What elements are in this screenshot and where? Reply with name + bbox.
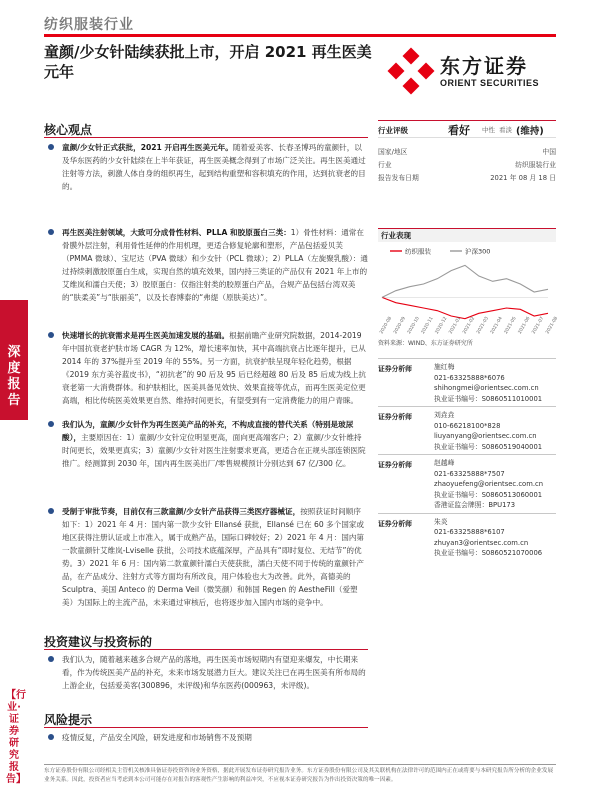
analyst-contact: 执业证书编号：S0860521070006 bbox=[434, 549, 543, 557]
performance-chart bbox=[378, 244, 560, 336]
analyst-list bbox=[378, 358, 556, 561]
report-type-label: 深度报告 bbox=[7, 345, 21, 408]
bullet-paragraph bbox=[44, 731, 368, 744]
rating-row bbox=[378, 120, 556, 138]
report-category-label: 【行业·证券研究报告】 bbox=[6, 690, 26, 785]
x-tick-label: 2021-06 bbox=[517, 316, 532, 335]
rating-bearish: 看淡 bbox=[499, 126, 512, 134]
info-row-industry bbox=[378, 157, 556, 170]
bullet-paragraph bbox=[44, 505, 368, 609]
section-divider bbox=[44, 649, 368, 650]
paragraph-lead: 受制于审批节奏，目前仅有三款童颜/少女针产品获得三类医疗器械证， bbox=[62, 507, 301, 516]
logo-text-en: ORIENT SECURITIES bbox=[440, 78, 540, 88]
logo-mark-icon bbox=[388, 48, 434, 94]
x-tick-label: 2020-12 bbox=[434, 316, 449, 335]
analyst-role: 证券分析师 bbox=[378, 519, 412, 528]
analyst-contact: 执业证书编号：S0860511010001 bbox=[434, 394, 543, 403]
paragraph-text: 1）骨性材料：通常在骨膜外层注射，利用骨性延伸的作用机理，更适合修复轮廓和塑形，产品包括爱贝芙（PMMA 微球）、宝尼达（PVA 微球）和少女针（PCL 微球）；2）PLLA（左旋聚乳酸）：通过持续刺激胶原蛋白生成，实现自然的填充效果，国内持三类证的产品仅有 2021 年上市的艾维岚和濡白天使；3）胶原蛋白：仅指注射类的胶原蛋白产品，合规产品包括台湾双美的“肤柔美”与“肤丽美”，以及长春博泰的“弗缇（原肤美达）”。 bbox=[62, 228, 368, 302]
x-tick-label: 2021-07 bbox=[531, 316, 546, 335]
bullet-paragraph bbox=[44, 329, 368, 407]
top-rule bbox=[44, 34, 556, 37]
bullet-paragraph bbox=[44, 418, 368, 470]
analyst-card bbox=[378, 454, 556, 513]
x-tick-label: 2021-05 bbox=[503, 316, 518, 335]
x-tick-label: 2021-08 bbox=[545, 316, 560, 335]
info-value: 2021 年 08 月 18 日 bbox=[490, 174, 556, 182]
performance-title: 行业表现 bbox=[378, 228, 556, 242]
paragraph-text: 疫情反复，产品安全风险，研发进度和市场销售不及预期 bbox=[62, 733, 252, 742]
bullet-paragraph bbox=[44, 653, 368, 692]
bullet-icon bbox=[48, 734, 54, 740]
rating-panel bbox=[378, 120, 556, 183]
footer-divider bbox=[44, 764, 556, 765]
analyst-name: 施红梅 bbox=[434, 363, 455, 371]
x-tick-label: 2020-11 bbox=[420, 316, 435, 335]
analyst-contact: zhuyan3@orientsec.com.cn bbox=[434, 538, 529, 547]
bullet-icon bbox=[48, 229, 54, 235]
x-tick-label: 2020-09 bbox=[393, 316, 407, 335]
paragraph-text: 按照获证时间顺序如下：1）2021 年 4 月：国内第一款少女针 Ellansé 获批，Ellansé 已在 60 多个国家或地区获得注册认证或上市准入，属于成熟产品，国际口碑较好；2）2021 年 4 月：国内第一款童颜针艾维岚-Lviselle 获批，公司技术底蕴深厚，产品具有“即时复位、无结节”的优势。3）2021 年 6 月：国内第二款童颜针濡白天使获批，濡白天使不同于传统的童颜针产品，在产品成分、注射方式等方面均有所改良，用户体验也大为改善。此外，高德美的 Sculptra、美国 Anteco 的 Derma Veil（微笑颜）和韩国 Regen 的 AestheFill（爱塑美）为国际上的主流产品，未来通过审核后，也将逐步加入国内市场的竞争中。 bbox=[62, 507, 365, 607]
bullet-paragraph bbox=[44, 226, 368, 304]
rating-label: 行业评级 bbox=[378, 126, 408, 135]
info-value: 中国 bbox=[542, 148, 556, 156]
info-key: 报告发布日期 bbox=[378, 174, 419, 182]
info-row-date bbox=[378, 170, 556, 183]
analyst-role: 证券分析师 bbox=[378, 461, 412, 469]
core-view-heading: 核心观点 bbox=[44, 123, 93, 137]
industry-title: 纺织服装行业 bbox=[44, 17, 134, 33]
info-key: 国家/地区 bbox=[378, 148, 408, 156]
paragraph-lead: 我们认为，童颜/少女针作为再生医美产品的补充，不构成直接的替代关系（特别是玻尿酸）， bbox=[62, 420, 354, 442]
analyst-name: 朱炎 bbox=[434, 517, 448, 526]
x-tick-label: 2020-08 bbox=[379, 316, 394, 335]
bullet-icon bbox=[48, 421, 54, 427]
legend-label: 纺织服装 bbox=[405, 247, 431, 256]
info-key: 行业 bbox=[378, 161, 392, 169]
analyst-contact: zhaoyuefeng@orientsec.com.cn bbox=[434, 480, 544, 488]
analyst-contact: 010-66218100*828 bbox=[434, 421, 501, 430]
bullet-icon bbox=[48, 508, 54, 514]
series-line bbox=[382, 265, 548, 297]
paragraph-lead: 再生医美注射领域，大致可分成骨性材料、PLLA 和胶原蛋白三类： bbox=[62, 228, 291, 237]
x-tick-label: 2021-01 bbox=[448, 316, 463, 335]
analyst-contact: 执业证书编号：S0860513060001 bbox=[434, 490, 543, 499]
analyst-contact: 香港证监会牌照：BPU173 bbox=[434, 501, 516, 509]
bullet-paragraph bbox=[44, 141, 368, 193]
analyst-contact: 021-63325888*7507 bbox=[434, 469, 505, 478]
paragraph-text: 主要原因在：1）童颜/少女针定位明显更高，面向更高端客户；2）童颜/少女针维持时间更长，效果更真实；3）童颜/少女针对医生注射要求更高，更适合在正规头部连锁医院推广。经测算到 2030 年，国内再生医美出厂/零售规模预计分别达到 67 亿/300 亿。 bbox=[62, 433, 366, 468]
info-value: 纺织服装行业 bbox=[515, 161, 556, 169]
analyst-contact: 021-63325888*6076 bbox=[434, 373, 505, 382]
rating-value: 看好 bbox=[448, 124, 470, 137]
bullet-icon bbox=[48, 144, 54, 150]
analyst-name: 刘垚垚 bbox=[434, 411, 455, 419]
legend-label: 沪深300 bbox=[465, 247, 491, 256]
bullet-icon bbox=[48, 332, 54, 338]
section-divider bbox=[44, 727, 368, 728]
paragraph-text: 我们认为，随着越来越多合规产品的落地，再生医美市场短期内有望迎来爆发，中长期来看，作为传统医美产品的补充，未来市场发展潜力巨大。建议关注已在再生医美有所布局的上游企业，包括爱美客(300896，未评级)和华东医药(000963，未评级)。 bbox=[62, 655, 366, 690]
analyst-contact: liuyanyang@orientsec.com.cn bbox=[434, 432, 537, 440]
rating-maintain: (维持) bbox=[516, 126, 544, 137]
disclaimer: 东方证券股份有限公司经相关主管机关核准具备证券投资咨询业务资格，据此开展发布证券研究报告业务。东方证券股份有限公司及其关联机构在法律许可的范围内正在或将要与本研究报告所分析的企业发展业务关系。因此，投资者应当考虑到本公司可能存在对报告的客观性产生影响的利益冲突，不应视本证券研究报告为作出投资决策的唯一因素。 bbox=[44, 768, 554, 783]
analyst-card bbox=[378, 406, 556, 454]
analyst-role: 证券分析师 bbox=[378, 365, 412, 373]
page-title: 童颜/少女针陆续获批上市，开启 2021 再生医美元年 bbox=[44, 43, 372, 81]
analyst-card bbox=[378, 513, 556, 561]
analyst-name: 赵越峰 bbox=[434, 459, 455, 467]
x-tick-label: 2021-03 bbox=[476, 316, 490, 335]
advice-heading: 投资建议与投资标的 bbox=[44, 635, 153, 649]
analyst-card bbox=[378, 358, 556, 406]
chart-source: 资料来源：WIND、东方证券研究所 bbox=[378, 340, 473, 347]
analyst-contact: 021-63325888*6107 bbox=[434, 528, 505, 536]
analyst-contact: 执业证书编号：S0860519040001 bbox=[434, 442, 543, 451]
paragraph-lead: 童颜/少女针正式获批，2021 开启再生医美元年。 bbox=[62, 143, 233, 152]
x-tick-label: 2021-04 bbox=[490, 316, 504, 335]
x-tick-label: 2021-02 bbox=[462, 316, 477, 335]
paragraph-lead: 快速增长的抗衰需求是再生医美加速发展的基础。 bbox=[62, 331, 230, 340]
paragraph-text: 随着爱美客、长春圣博玛的童颜针，以及华东医药的少女针陆续在上半年获证，再生医美概念得到了市场广泛关注。再生医美通过注射等方法，刺激人体自身的组织再生，起到结构重塑和容积填充的作用，达到抗衰老的目的。 bbox=[62, 143, 366, 191]
bullet-icon bbox=[48, 656, 54, 662]
series-line bbox=[382, 297, 548, 318]
section-divider bbox=[44, 137, 368, 138]
analyst-contact: shihongmei@orientsec.com.cn bbox=[434, 384, 539, 392]
risk-heading: 风险提示 bbox=[44, 713, 93, 727]
paragraph-text: 根据前瞻产业研究院数据，2014-2019 年中国抗衰老护肤市场 CAGR 为 12%，增长速率加快，其中高端抗衰占比逐年提升，已从 2014 年的 37%提升至 2019 年的 55%。另一方面，抗衰护肤呈现年轻化趋势，根据《2019 东方美谷蓝皮书》，“初抗老”的 90 后及 95 后已经超越 80 后及 85 后成为线上抗衰老第一大消费群体。和护肤相比，医美具备见效快、效果直接等优点，而再生医美定位更高端，相比传统医美效果更自然、维持时间更长，有望受到有一定消费能力的用户青睐。 bbox=[62, 331, 366, 405]
info-row-region bbox=[378, 144, 556, 157]
x-tick-label: 2020-10 bbox=[407, 316, 421, 335]
logo-text-cn: 东方证券 bbox=[440, 54, 528, 78]
brand-logo bbox=[388, 48, 563, 94]
rating-neutral: 中性 bbox=[482, 126, 495, 134]
analyst-role: 证券分析师 bbox=[378, 413, 412, 421]
